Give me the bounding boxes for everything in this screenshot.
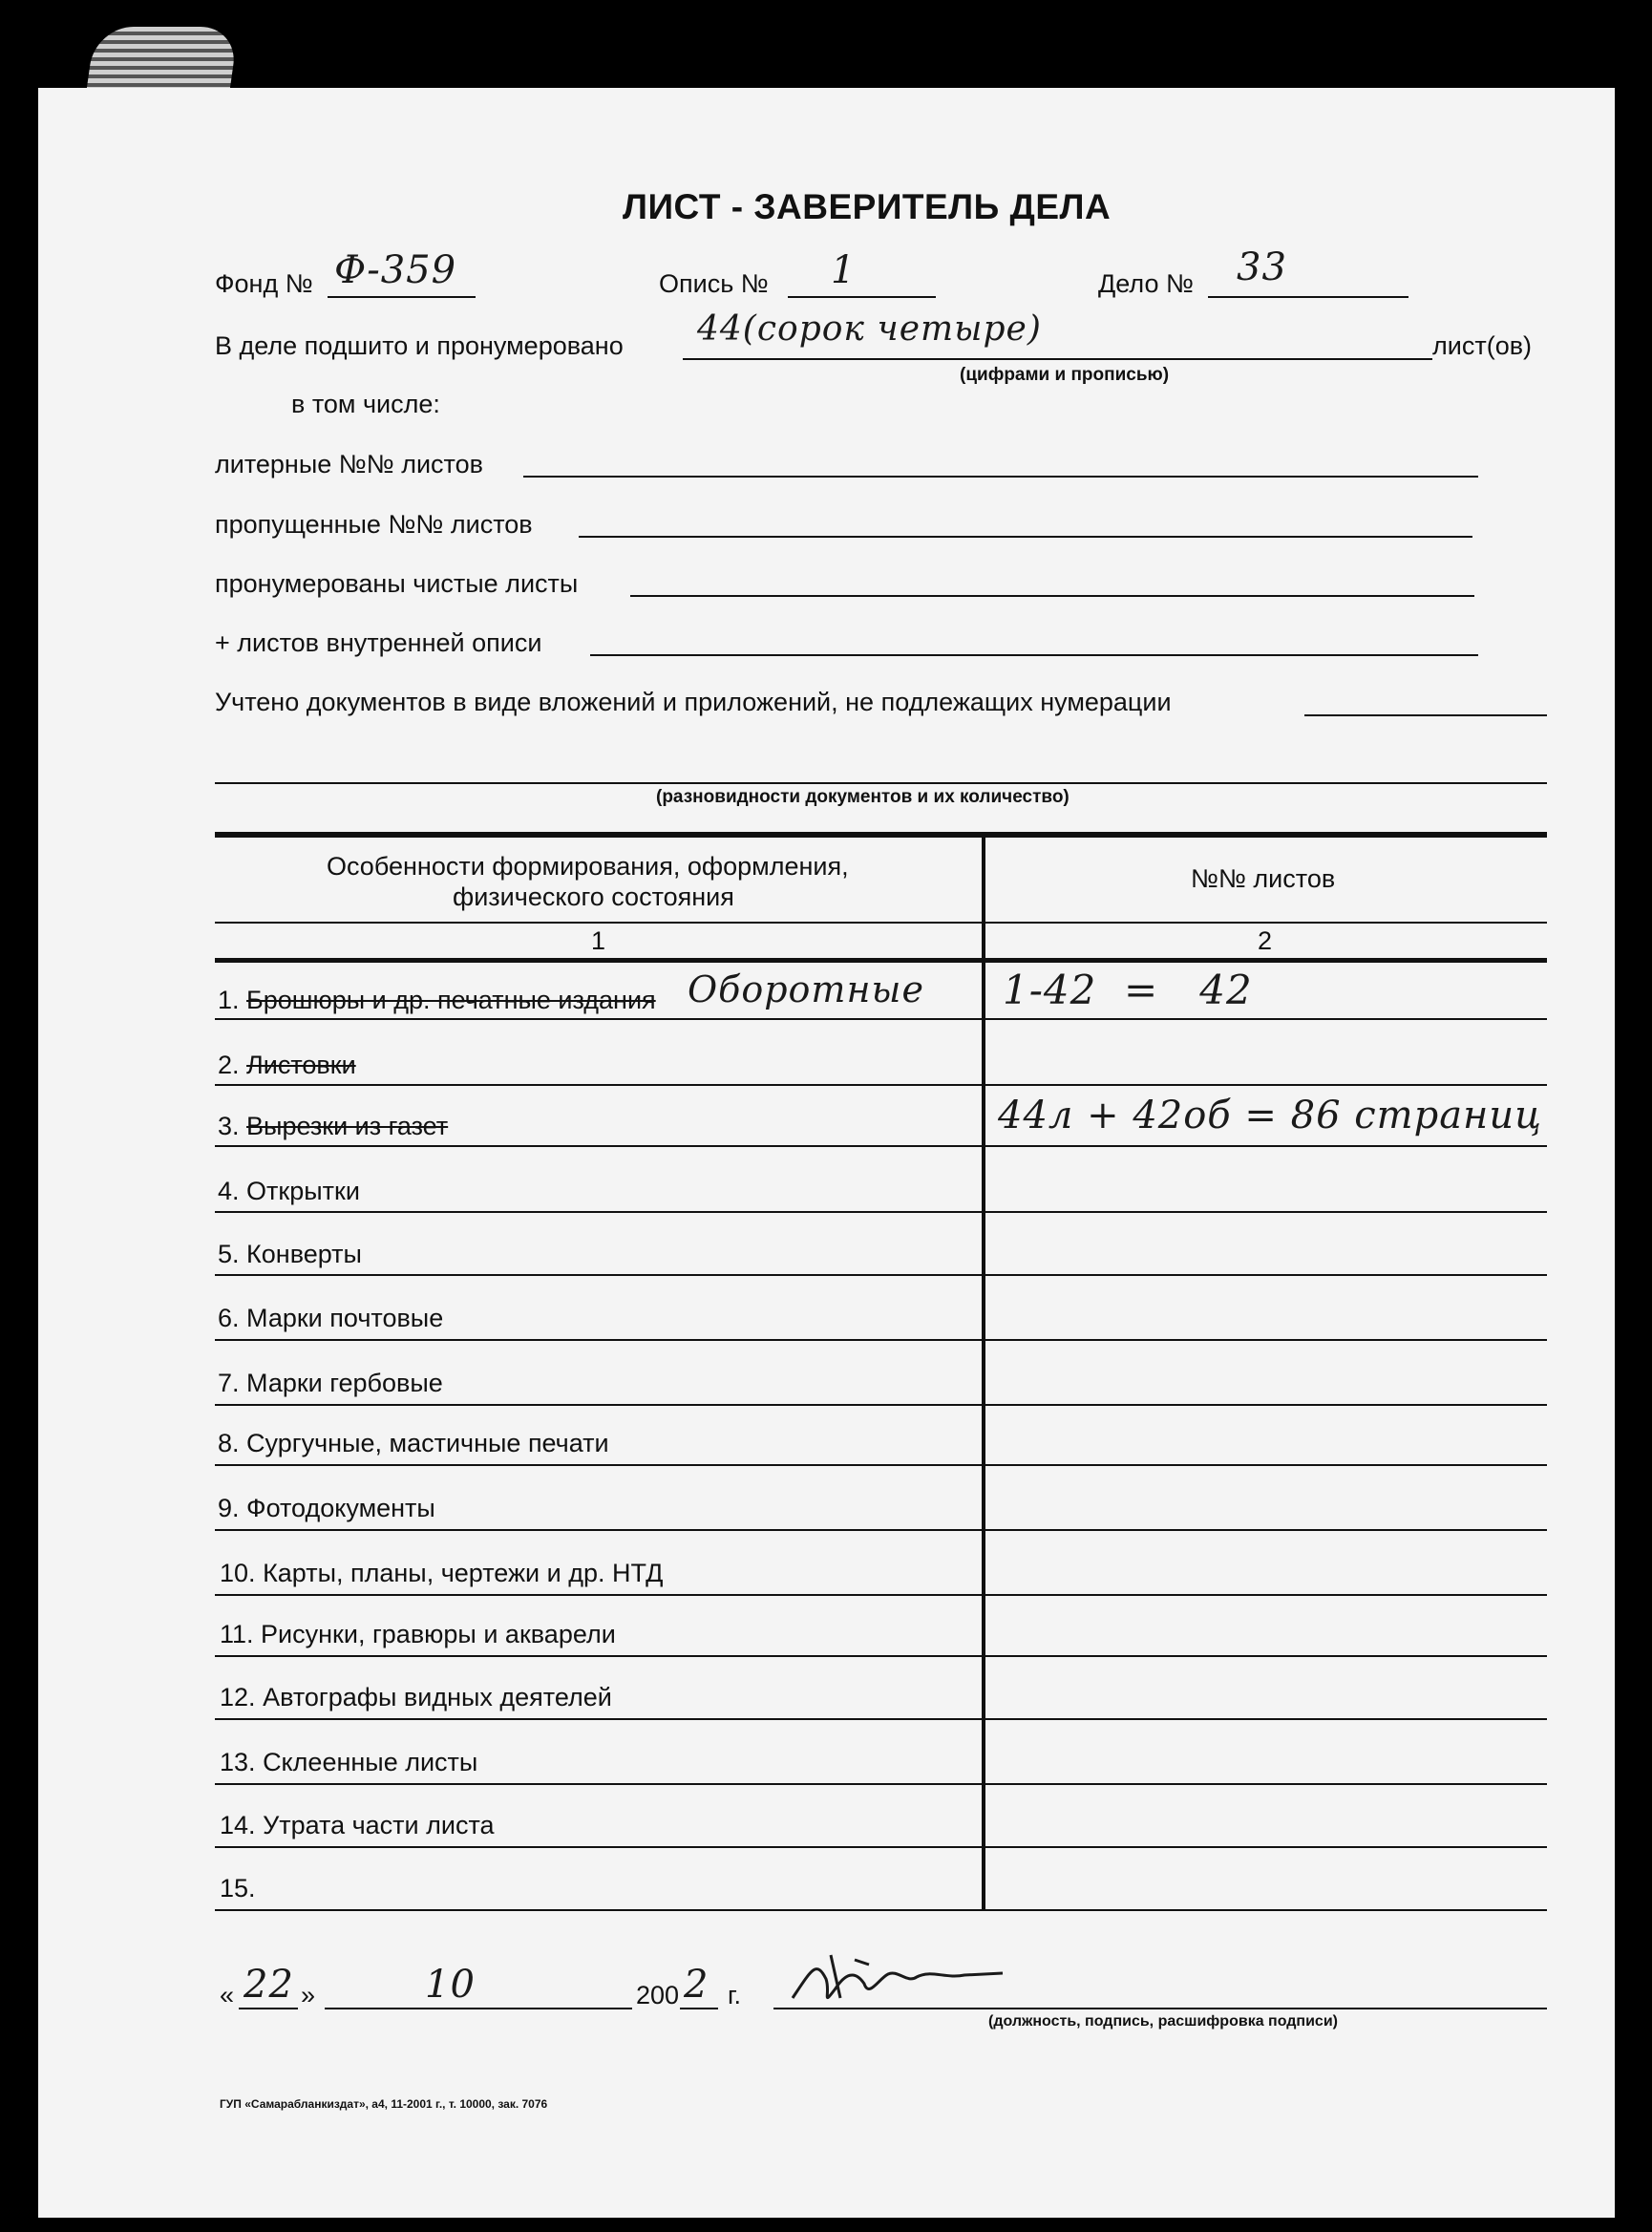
col2-number: 2 bbox=[1258, 926, 1273, 955]
row-10: 10. Карты, планы, чертежи и др. НТД bbox=[220, 1559, 664, 1587]
row-9: 9. Фотодокументы bbox=[218, 1494, 435, 1522]
signature bbox=[773, 1941, 1022, 2027]
date-close-quote: » bbox=[301, 1981, 316, 2009]
field-skipped: пропущенные №№ листов bbox=[215, 510, 533, 539]
signature-hint: (должность, подпись, расшифровка подписи) bbox=[988, 2013, 1338, 2030]
delo-value: 33 bbox=[1237, 245, 1287, 289]
row-6: 6. Марки почтовые bbox=[218, 1304, 444, 1332]
row-4: 4. Открытки bbox=[218, 1177, 360, 1205]
opis-value: 1 bbox=[831, 248, 857, 292]
row-1-value: 1-42 = 42 bbox=[1003, 967, 1253, 1013]
row-5: 5. Конверты bbox=[218, 1240, 362, 1268]
row-7: 7. Марки гербовые bbox=[218, 1369, 443, 1397]
date-year-prefix: 200 bbox=[636, 1981, 680, 2009]
filed-suffix: лист(ов) bbox=[1432, 331, 1533, 360]
fond-label: Фонд № bbox=[215, 269, 313, 298]
date-day: 22 bbox=[244, 1963, 294, 2007]
attachments-hint: (разновидности документов и их количество) bbox=[656, 787, 1070, 807]
row-8: 8. Сургучные, мастичные печати bbox=[218, 1429, 609, 1457]
opis-label: Опись № bbox=[659, 269, 769, 298]
field-literal: литерные №№ листов bbox=[215, 450, 483, 478]
row-15: 15. bbox=[220, 1874, 256, 1903]
col2-header: №№ листов bbox=[1191, 864, 1336, 893]
row-2: 2. Листовки bbox=[218, 1051, 356, 1079]
date-open-quote: « bbox=[220, 1981, 235, 2009]
date-year-digit: 2 bbox=[684, 1963, 710, 2007]
page-title: ЛИСТ - ЗАВЕРИТЕЛЬ ДЕЛА bbox=[623, 187, 1112, 226]
col1-header-line2: физического состояния bbox=[453, 882, 734, 911]
including-label: в том числе: bbox=[291, 390, 440, 418]
col1-header-line1: Особенности формирования, оформления, bbox=[327, 852, 849, 881]
field-inner: + листов внутренней описи bbox=[215, 628, 542, 657]
row-12: 12. Автографы видных деятелей bbox=[220, 1683, 612, 1711]
filed-label: В деле подшито и пронумеровано bbox=[215, 331, 624, 360]
row-14: 14. Утрата части листа bbox=[220, 1811, 495, 1839]
delo-label: Дело № bbox=[1098, 269, 1194, 298]
date-month: 10 bbox=[425, 1963, 476, 2007]
filed-hint: (цифрами и прописью) bbox=[960, 365, 1170, 385]
field-attachments: Учтено документов в виде вложений и приложений, не подлежащих нумерации bbox=[215, 688, 1172, 716]
folder-tab bbox=[86, 27, 239, 94]
row-1-annotation: Оборотные bbox=[688, 968, 924, 1010]
row-3: 3. Вырезки из газет bbox=[218, 1112, 449, 1140]
row-3-value: 44л + 42об = 86 страниц bbox=[998, 1094, 1543, 1137]
col1-number: 1 bbox=[591, 926, 606, 955]
filed-value: 44(сорок четыре) bbox=[697, 309, 1042, 349]
row-1: 1. Брошюры и др. печатные издания bbox=[218, 986, 656, 1014]
field-blank: пронумерованы чистые листы bbox=[215, 569, 579, 598]
date-year-suffix: г. bbox=[728, 1981, 742, 2009]
footer-imprint: ГУП «Самарабланкиздат», а4, 11-2001 г., т. 10000, зак. 7076 bbox=[220, 2097, 548, 2111]
certification-sheet bbox=[38, 88, 1615, 2218]
fond-value: Ф-359 bbox=[334, 248, 457, 292]
row-13: 13. Склеенные листы bbox=[220, 1748, 478, 1776]
row-11: 11. Рисунки, гравюры и акварели bbox=[220, 1620, 616, 1648]
